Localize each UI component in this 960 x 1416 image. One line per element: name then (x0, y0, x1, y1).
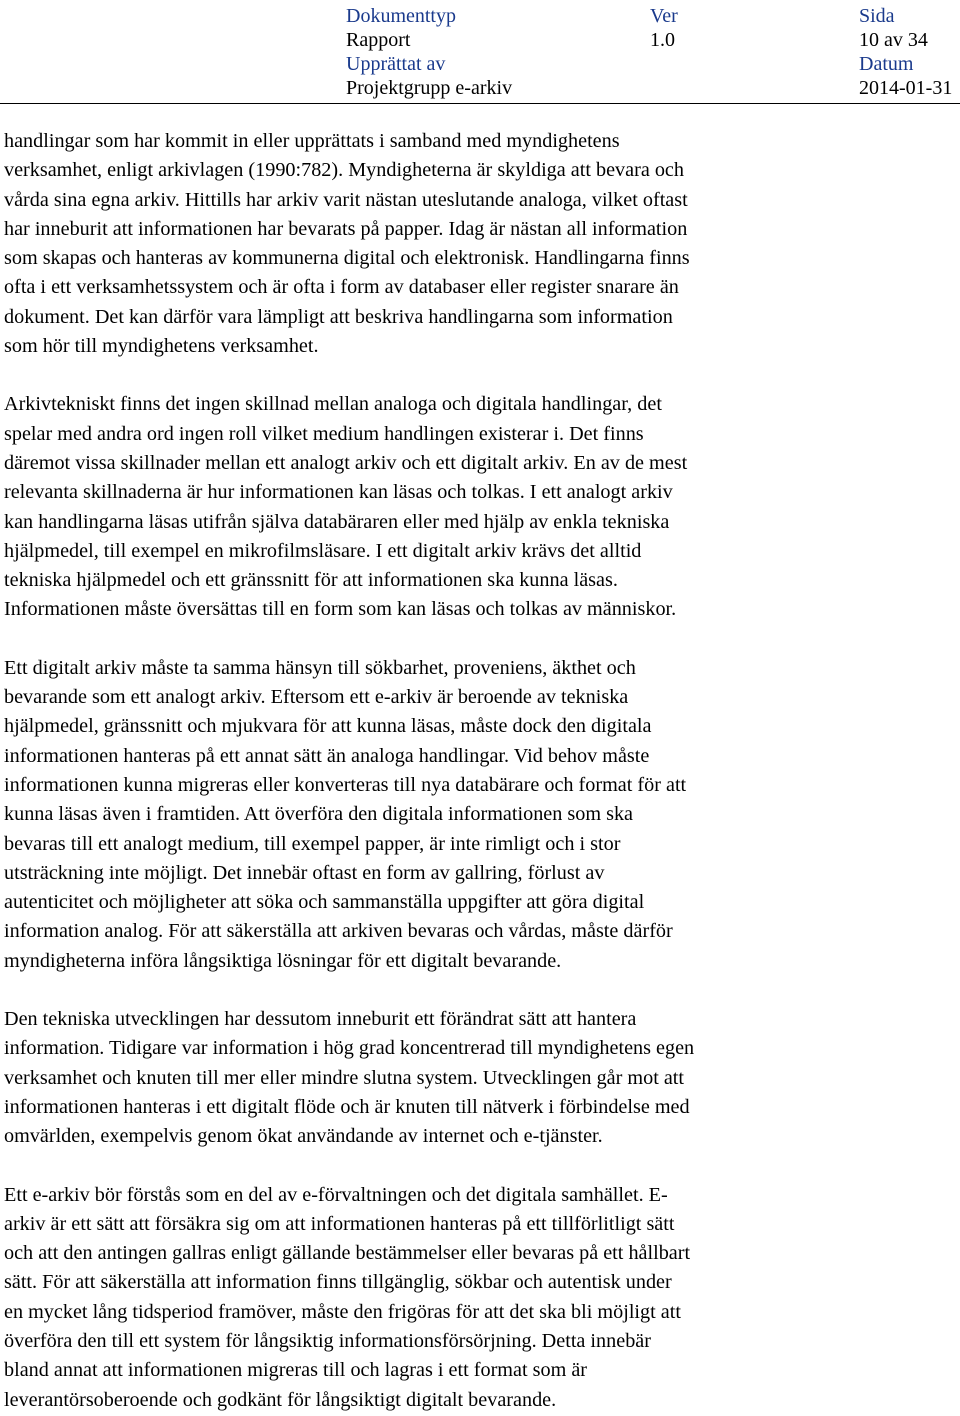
paragraph-2: Arkivtekniskt finns det ingen skillnad mellan analoga och digitala handlingar, det spelar med andra ord ingen roll vilket medium handlingen existerar i. Det finns däremot vissa skillnader mellan ett analogt arkiv och ett digitalt arkiv. En av de mest relevanta skillnaderna är hur informationen kan läsas och tolkas. I ett analogt arkiv kan handlingarna läsas utifrån själva databäraren eller med hjälp av enkla tekniska hjälpmedel, till exempel en mikrofilmsläsare. I ett digitalt arkiv krävs det alltid tekniska hjälpmedel och ett gränssnitt för att informationen ska kunna läsas. Informationen måste översättas till en form som kan läsas och tolkas av människor. (4, 393, 688, 621)
paragraph-4: Den tekniska utvecklingen har dessutom inneburit ett förändrat sätt att hantera information. Tidigare var information i hög grad koncentrerad till myndighetens egen verksamhet och knuten till mer eller mindre slutna system. Utvecklingen går mot att informationen hanteras i ett digitalt flöde och är knuten till nätverk i förbindelse med omvärlden, exempelvis genom ökat användande av internet och e-tjänster. (4, 1008, 695, 1148)
version-value: 1.0 (650, 29, 675, 51)
date-label: Datum (859, 53, 914, 75)
header-divider (0, 103, 960, 104)
page-label: Sida (859, 5, 895, 27)
paragraph-5: Ett e-arkiv bör förstås som en del av e-förvaltningen och det digitala samhället. E- arkiv är ett sätt att försäkra sig om att informationen hanteras på ett tillförlitligt sätt och att den antingen gallras enligt gällande bestämmelser eller bevaras på ett hållbart sätt. För att säkerställa att information finns tillgänglig, sökbar och autentisk under en mycket lång tidsperiod framöver, måste den frigöras för att det ska bli möjligt att överföra den till ett system för långsiktig informationsförsörjning. Detta innebär bland annat att informationen migreras till och lagras i ett format som är leverantörsoberoende och godkänt för långsiktigt digitalt bevarande. (4, 1183, 691, 1411)
page-value: 10 av 34 (859, 29, 928, 51)
date-value: 2014-01-31 (859, 77, 953, 99)
author-value: Projektgrupp e-arkiv (346, 77, 513, 99)
doc-type-label: Dokumenttyp (346, 5, 456, 27)
doc-type-value: Rapport (346, 29, 411, 51)
document-body (4, 127, 884, 1415)
paragraph-1: handlingar som har kommit in eller upprättats i samband med myndighetens verksamhet, enligt arkivlagen (1990:782). Myndigheterna är skyldiga att bevara och vårda sina egna arkiv. Hittills har arkiv varit nästan uteslutande analoga, vilket oftast har inneburit att informationen har bevarats på papper. Idag är nästan all information som skapas och hanteras av kommunerna digital och elektronisk. Handlingarna finns ofta i ett verksamhetssystem och är ofta i form av databaser eller register snarare än dokument. Det kan därför vara lämpligt att beskriva handlingarna som information som hör till myndighetens verksamhet. (4, 130, 690, 358)
version-label: Ver (650, 5, 678, 27)
author-label: Upprättat av (346, 53, 446, 75)
document-header (0, 0, 960, 104)
paragraph-3: Ett digitalt arkiv måste ta samma hänsyn till sökbarhet, proveniens, äkthet och bevarande som ett analogt arkiv. Eftersom ett e-arkiv är beroende av tekniska hjälpmedel, gränssnitt och mjukvara för att kunna läsas, måste dock den digitala informationen hanteras på ett annat sätt än analoga handlingar. Vid behov måste informationen kunna migreras eller konverteras till nya databärare och format för att kunna läsas även i framtiden. Att överföra den digitala informationen som ska bevaras till ett analogt medium, till exempel papper, är inte rimligt och i stor utsträckning inte möjligt. Det innebär oftast en form av gallring, förlust av autenticitet och möjligheter att söka och sammanställa uppgifter att göra digital information analog. För att säkerställa att arkiven bevaras och vårdas, måste därför myndigheterna införa långsiktiga lösningar för ett digitalt bevarande. (4, 656, 687, 972)
